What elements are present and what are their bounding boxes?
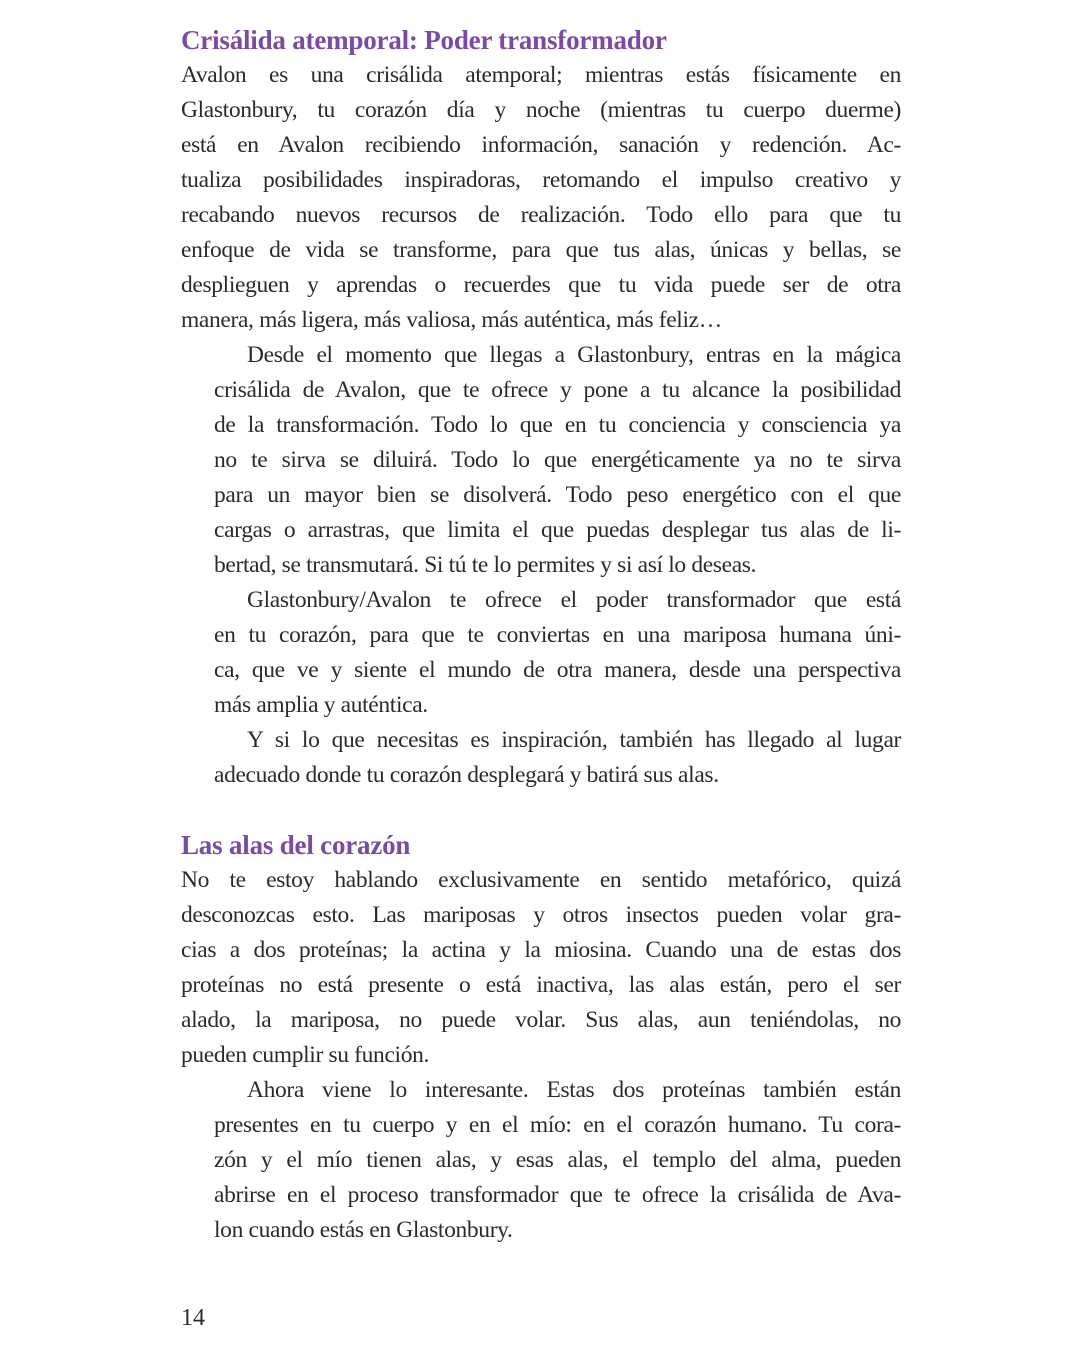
text-line: proteínas no está presente o está inactiva, las alas están, pero el ser	[181, 972, 901, 998]
paragraph	[181, 1073, 901, 1248]
paragraph	[181, 338, 901, 583]
text-line: cargas o arrastras, que limita el que puedas desplegar tus alas de li-	[214, 517, 901, 543]
text-line: pueden cumplir su función.	[181, 1042, 430, 1068]
text-line: enfoque de vida se transforme, para que tus alas, únicas y bellas, se	[181, 237, 901, 263]
text-line: manera, más ligera, más valiosa, más auténtica, más feliz…	[181, 307, 722, 333]
text-line: zón y el mío tienen alas, y esas alas, el templo del alma, pueden	[214, 1147, 901, 1173]
text-line: lon cuando estás en Glastonbury.	[214, 1217, 513, 1243]
text-line: adecuado donde tu corazón desplegará y batirá sus alas.	[214, 762, 719, 788]
text-line: tualiza posibilidades inspiradoras, retomando el impulso creativo y	[181, 167, 901, 193]
text-line: alado, la mariposa, no puede volar. Sus alas, aun teniéndolas, no	[181, 1007, 901, 1033]
text-line: bertad, se transmutará. Si tú te lo permites y si así lo deseas.	[214, 552, 757, 578]
section-heading-crisalida: Crisálida atemporal: Poder transformador	[181, 25, 667, 55]
text-line: No te estoy hablando exclusivamente en sentido metafórico, quizá	[181, 867, 901, 893]
text-line: recabando nuevos recursos de realización. Todo ello para que tu	[181, 202, 901, 228]
page-number: 14	[181, 1305, 205, 1331]
text-line: Glastonbury, tu corazón día y noche (mientras tu cuerpo duerme)	[181, 97, 901, 123]
text-line: cias a dos proteínas; la actina y la miosina. Cuando una de estas dos	[181, 937, 901, 963]
book-page	[181, 22, 901, 1248]
text-line: de la transformación. Todo lo que en tu conciencia y consciencia ya	[214, 412, 901, 438]
text-line: no te sirva se diluirá. Todo lo que energéticamente ya no te sirva	[214, 447, 901, 473]
paragraph	[181, 863, 901, 1073]
text-line: Ahora viene lo interesante. Estas dos proteínas también están	[247, 1077, 901, 1103]
text-line: desconozcas esto. Las mariposas y otros insectos pueden volar gra-	[181, 902, 901, 928]
paragraph	[181, 58, 901, 338]
text-line: Desde el momento que llegas a Glastonbury, entras en la mágica	[247, 342, 901, 368]
text-line: en tu corazón, para que te conviertas en una mariposa humana úni-	[214, 622, 901, 648]
text-line: abrirse en el proceso transformador que te ofrece la crisálida de Ava-	[214, 1182, 901, 1208]
text-line: Y si lo que necesitas es inspiración, también has llegado al lugar	[247, 727, 901, 753]
paragraph	[181, 583, 901, 723]
text-line: ca, que ve y siente el mundo de otra manera, desde una perspectiva	[214, 657, 901, 683]
text-line: para un mayor bien se disolverá. Todo peso energético con el que	[214, 482, 901, 508]
section-spacer	[181, 793, 901, 827]
paragraph	[181, 723, 901, 793]
text-line: Avalon es una crisálida atemporal; mientras estás físicamente en	[181, 62, 901, 88]
text-line: está en Avalon recibiendo información, sanación y redención. Ac-	[181, 132, 901, 158]
text-line: Glastonbury/Avalon te ofrece el poder transformador que está	[247, 587, 901, 613]
text-line: más amplia y auténtica.	[214, 692, 428, 718]
text-line: desplieguen y aprendas o recuerdes que tu vida puede ser de otra	[181, 272, 901, 298]
text-line: presentes en tu cuerpo y en el mío: en el corazón humano. Tu cora-	[214, 1112, 901, 1138]
section-heading-alas: Las alas del corazón	[181, 830, 411, 860]
text-line: crisálida de Avalon, que te ofrece y pone a tu alcance la posibilidad	[214, 377, 901, 403]
